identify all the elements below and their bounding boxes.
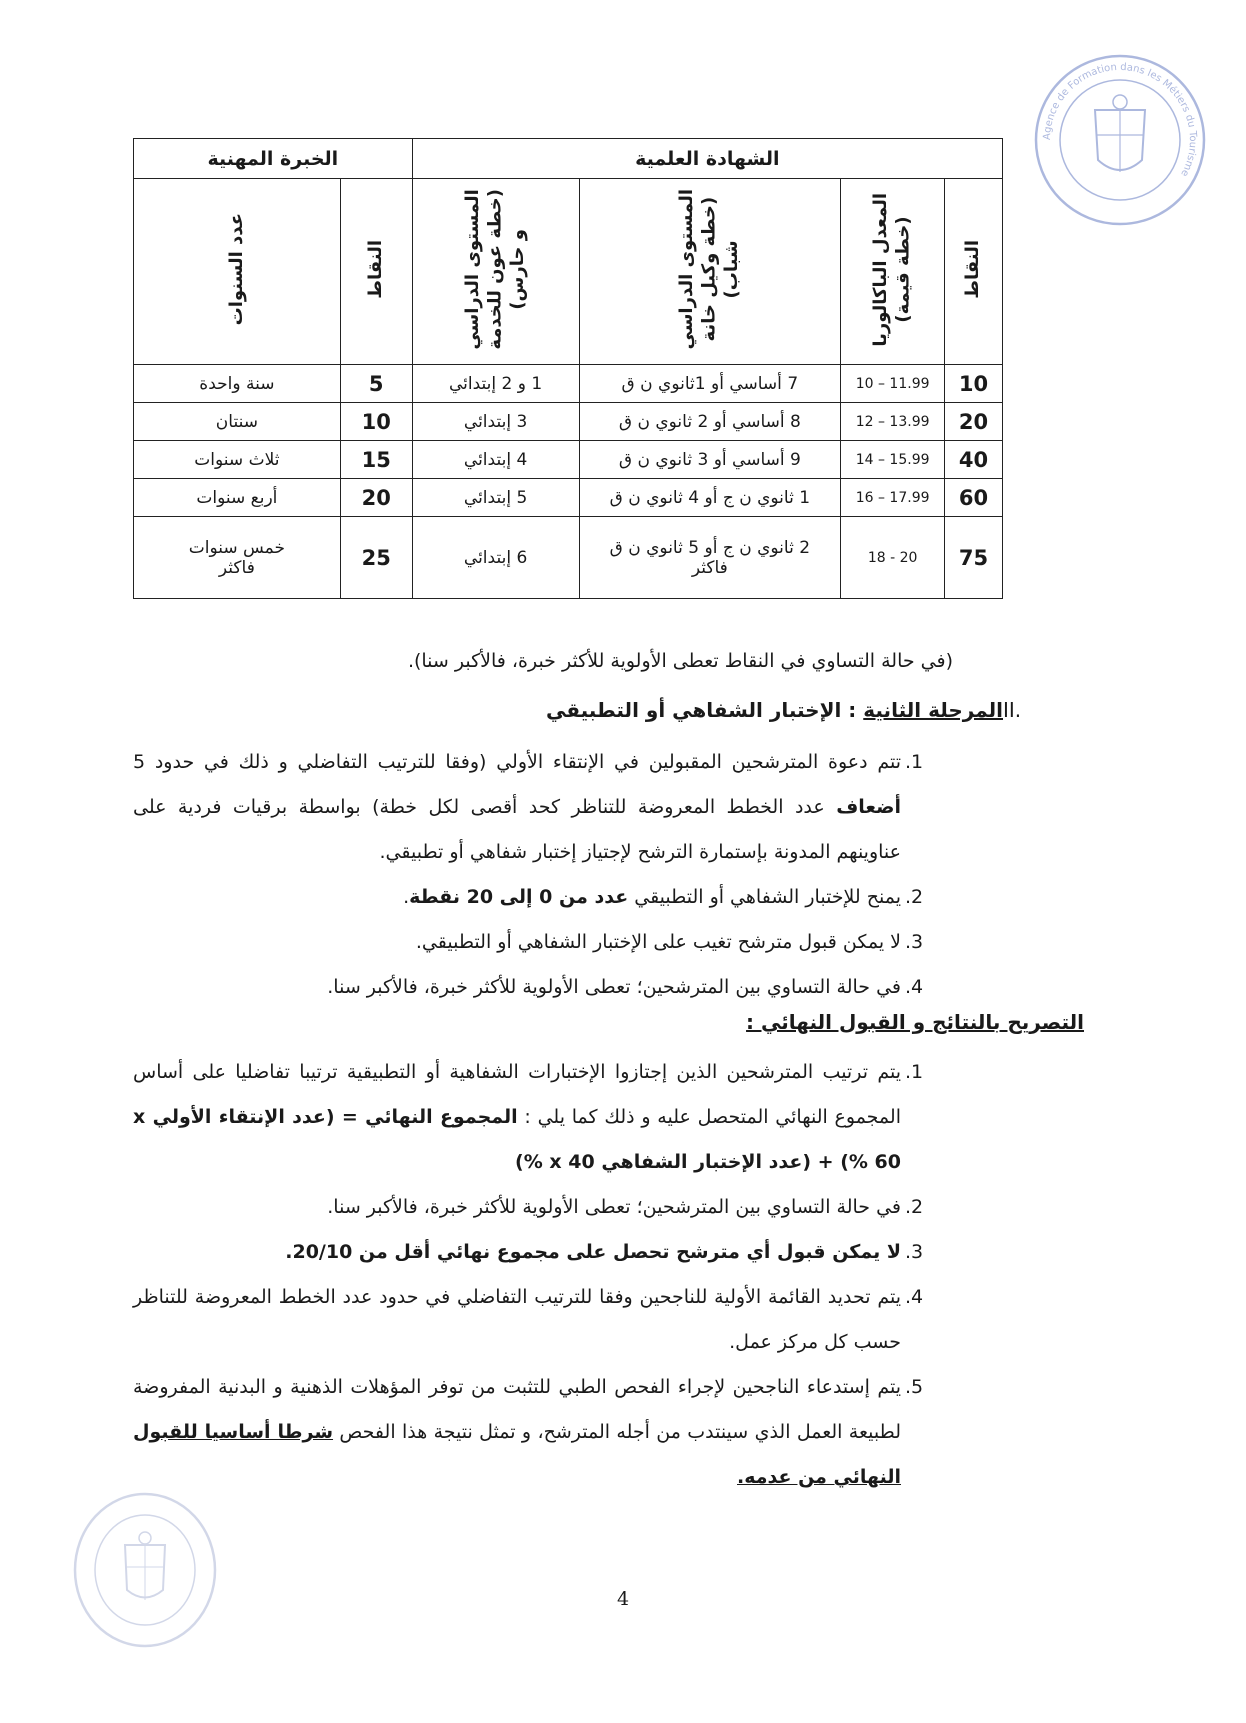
list-item-text: المجموع النهائي = (عدد الإنتقاء الأولي x 60 %) + (عدد الإختبار الشفاهي x 40 %): [133, 1106, 901, 1173]
cell-level-a: 7 أساسي أو 1ثانوي ن ق: [579, 365, 841, 403]
cell-points: 20: [945, 403, 1003, 441]
col-exp-points-header: النقاط: [340, 179, 412, 365]
list-item-number: .3: [905, 1241, 924, 1263]
list-item-text: عدد الخطط المعروضة للتناظر كحد أقصى لكل خطة) بواسطة برقيات فردية على عناوينهم المدونة بإستمارة الترشح لإجتياز إختبار شفاهي أو تطبيقي.: [133, 796, 901, 863]
table-row: [134, 365, 1003, 403]
page-number: 4: [616, 1588, 630, 1610]
list-item: [133, 965, 943, 1010]
scoring-table: [133, 138, 1003, 599]
list-item-number: .4: [905, 976, 924, 998]
cell-level-b: 6 إبتدائي: [412, 517, 579, 599]
list-item-number: .2: [905, 886, 924, 908]
cell-years: أربع سنوات: [134, 479, 341, 517]
list-item: [133, 740, 943, 875]
list-item-text: تتم دعوة المترشحين المقبولين في الإنتقاء الأولي (وفقا للترتيب التفاضلي و ذلك في حدود 5: [133, 751, 901, 773]
cell-years: سنة واحدة: [134, 365, 341, 403]
col-level-a-header: المستوى الدراسي (خطة وكيل خانة شباب): [579, 179, 841, 365]
col-level-b-header: المستوى الدراسي (خطة عون للخدمة و حارس): [412, 179, 579, 365]
col-years-header: عدد السنوات: [134, 179, 341, 365]
list-item: [133, 1185, 943, 1230]
list-item: [133, 1050, 943, 1185]
cell-years: سنتان: [134, 403, 341, 441]
list-item-number: .2: [905, 1196, 924, 1218]
list-item-text: .: [403, 886, 410, 908]
col-bac-average-header: المعدل الباكالوريا (خطة قيمة): [841, 179, 945, 365]
list-item-text: يتم إستدعاء الناجحين لإجراء الفحص الطبي للتثبت من توفر المؤهلات الذهنية و البدنية المفروضة لطبيعة العمل الذي سينتدب من أجله المترشح، و تمثل نتيجة هذا الفحص: [133, 1376, 901, 1443]
list-item: [133, 920, 943, 965]
section-3-list: [133, 1050, 943, 1500]
header-professional-experience: الخبرة المهنية: [134, 139, 413, 179]
cell-years: ثلاث سنوات: [134, 441, 341, 479]
list-item-number: .3: [905, 931, 924, 953]
list-item: [133, 1275, 943, 1365]
section-2-heading: [133, 698, 1073, 722]
list-item-text: أضعاف: [836, 796, 901, 818]
cell-bac-average: 18 - 20: [841, 517, 945, 599]
official-stamp-bottom: [70, 1490, 220, 1650]
tie-break-note: (في حالة التساوي في النقاط تعطى الأولوية للأكثر خبرة، فالأكبر سنا).: [407, 650, 953, 672]
cell-points: 10: [945, 365, 1003, 403]
list-item-text: لا يمكن قبول مترشح تغيب على الإختبار الشفاهي أو التطبيقي.: [415, 931, 901, 953]
list-item-text: في حالة التساوي بين المترشحين؛ تعطى الأولوية للأكثر خبرة، فالأكبر سنا.: [327, 976, 901, 998]
col-points-header: النقاط: [945, 179, 1003, 365]
list-item-number: .1: [905, 1061, 924, 1083]
list-item-text: لا يمكن قبول أي مترشح تحصل على: [559, 1241, 901, 1263]
cell-exp-points: 25: [340, 517, 412, 599]
table-row: [134, 441, 1003, 479]
cell-exp-points: 10: [340, 403, 412, 441]
table-row: [134, 403, 1003, 441]
section-2-list: [133, 740, 943, 1010]
cell-level-a: 9 أساسي أو 3 ثانوي ن ق: [579, 441, 841, 479]
list-item-text: يتم تحديد القائمة الأولية للناجحين وفقا للترتيب التفاضلي في حدود عدد الخطط المعروضة للتناظر حسب كل مركز عمل.: [133, 1286, 901, 1353]
cell-bac-average: 14 – 15.99: [841, 441, 945, 479]
cell-bac-average: 16 – 17.99: [841, 479, 945, 517]
table-row: [134, 479, 1003, 517]
cell-exp-points: 5: [340, 365, 412, 403]
cell-level-a: 8 أساسي أو 2 ثانوي ن ق: [579, 403, 841, 441]
section-2-title-rest: : الإختبار الشفاهي أو التطبيقي: [545, 698, 857, 722]
list-item-text: يمنح للإختبار الشفاهي أو التطبيقي: [628, 886, 901, 908]
header-scientific-degree: الشهادة العلمية: [412, 139, 1002, 179]
list-item-text: شرطا أساسيا للقبول النهائي من عدمه.: [133, 1421, 901, 1488]
cell-level-b: 3 إبتدائي: [412, 403, 579, 441]
list-item: [133, 1365, 943, 1500]
list-item-text: مجموع نهائي أقل من 20/10.: [285, 1241, 560, 1263]
list-item: [133, 1230, 943, 1275]
list-item-number: .5: [905, 1376, 924, 1398]
table-row: [134, 517, 1003, 599]
cell-years: خمس سنوات فاكثر: [134, 517, 341, 599]
list-item-text: عدد من 0 إلى 20 نقطة: [409, 886, 629, 908]
list-item-number: .4: [905, 1286, 924, 1308]
list-item-text: في حالة التساوي بين المترشحين؛ تعطى الأولوية للأكثر خبرة، فالأكبر سنا.: [327, 1196, 901, 1218]
cell-level-b: 1 و 2 إبتدائي: [412, 365, 579, 403]
cell-exp-points: 15: [340, 441, 412, 479]
cell-bac-average: 12 – 13.99: [841, 403, 945, 441]
cell-bac-average: 10 – 11.99: [841, 365, 945, 403]
section-3-heading: التصريح بالنتائج و القبول النهائي :: [746, 1010, 1084, 1034]
cell-level-a: 2 ثانوي ن ج أو 5 ثانوي ن ق فاكثر: [579, 517, 841, 599]
cell-points: 75: [945, 517, 1003, 599]
section-2-number: II.: [1003, 698, 1022, 722]
svg-text:Agence de Formation dans les M: Agence de Formation dans les Métiers du Tourisme: [1041, 61, 1199, 179]
official-stamp-top: [1030, 50, 1210, 230]
list-item: [133, 875, 943, 920]
cell-level-b: 5 إبتدائي: [412, 479, 579, 517]
list-item-text: يتم ترتيب المترشحين الذين إجتازوا الإختبارات الشفاهية أو التطبيقية ترتيبا تفاضليا على أساس المجموع النهائي المتحصل عليه و ذلك كما يلي :: [133, 1061, 901, 1128]
cell-points: 40: [945, 441, 1003, 479]
section-2-title-underlined: المرحلة الثانية: [863, 698, 1003, 722]
cell-level-b: 4 إبتدائي: [412, 441, 579, 479]
cell-exp-points: 20: [340, 479, 412, 517]
list-item-number: .1: [905, 751, 924, 773]
cell-level-a: 1 ثانوي ن ج أو 4 ثانوي ن ق: [579, 479, 841, 517]
cell-points: 60: [945, 479, 1003, 517]
